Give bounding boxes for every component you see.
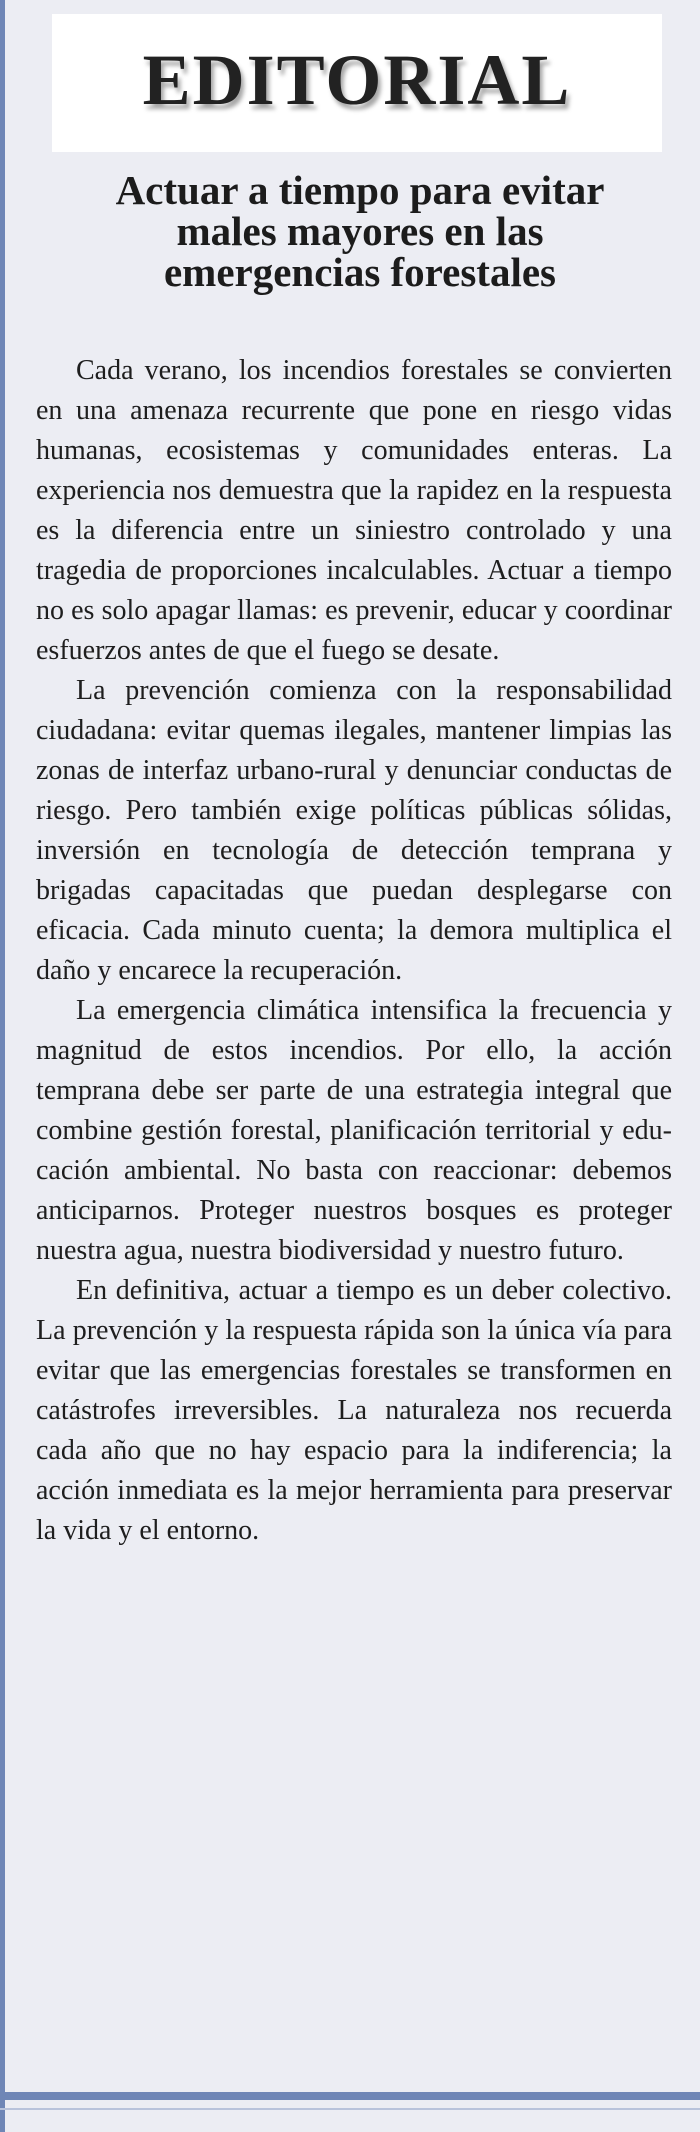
headline-line-3: emergencias forestales [163, 249, 556, 295]
paragraph-4: En definitiva, actuar a tiempo es un deber colectivo. La prevención y la respuesta rápida son la única vía para evitar que las emergencias forestales se transformen en catástrofes irreversibles. La naturaleza nos recuerda cada año que no hay espacio para la indiferencia; la acción inmediata es la mejor herramienta para preservar la vida y el entorno. [36, 1275, 672, 1546]
paragraph-1: Cada verano, los incendios forestales se convierten en una amenaza recurrente que pone en riesgo vidas humanas, ecosistemas y comunidades enteras. La experiencia nos demuestra que la rapidez en la respuesta es la diferencia entre un siniestro controlado y una tragedia de proporciones incalculables. Actuar a tiempo no es solo apagar llamas: es prevenir, educar y coordinar esfuerzos antes de que el fuego se desate. [36, 355, 672, 666]
editorial-headline [40, 167, 680, 295]
headline-line-1: Actuar a tiempo para evitar [115, 167, 605, 213]
bottom-border-rule-thin [0, 2108, 700, 2110]
bottom-border-rule [0, 2092, 700, 2100]
section-header-box [52, 14, 662, 152]
article-body [36, 351, 672, 1551]
section-label: EDITORIAL [142, 40, 572, 120]
headline-line-2: males mayores en las [176, 208, 544, 254]
paragraph-2: La prevención comienza con la responsabilidad ciudadana: evitar quemas ilegales, mantener limpias las zonas de interfaz urbano-rural y denunciar conductas de riesgo. Pero también exige políticas públicas sólidas, inversión en tecnología de detección temprana y brigadas capacitadas que puedan desplegarse con eficacia. Cada minuto cuenta; la demora multiplica el daño y encarece la recuperación. [36, 675, 672, 986]
paragraph-3: La emergencia climática intensifica la frecuencia y magnitud de estos incendios. Por ello, la acción temprana debe ser parte de una estrategia integral que combine gestión forestal, planificación territorial y educación ambiental. No basta con reaccionar: debemos anticiparnos. Proteger nuestros bosques es proteger nuestra agua, nuestra biodiversidad y nuestro futuro. [36, 995, 672, 1266]
left-border-rule [0, 0, 5, 2132]
